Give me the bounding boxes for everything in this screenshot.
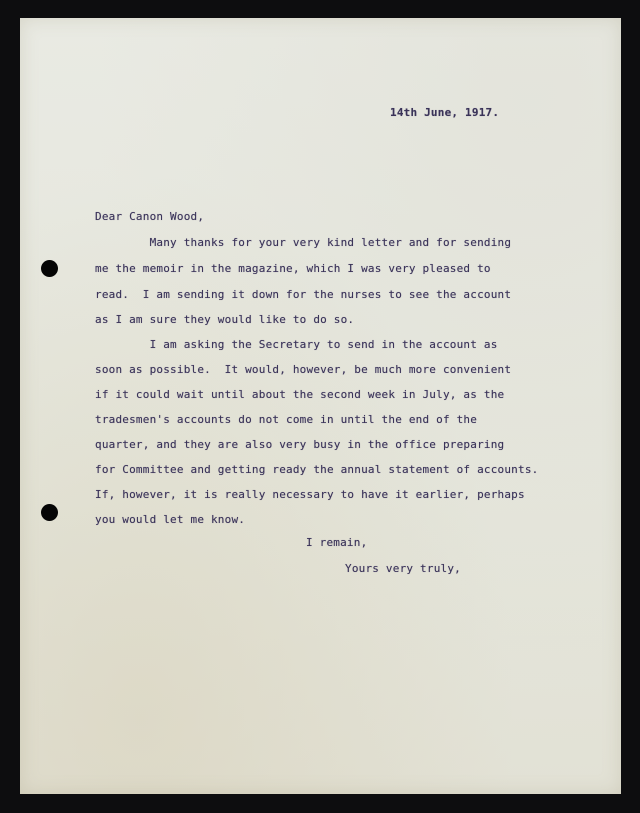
body-line: Many thanks for your very kind letter and for sending bbox=[95, 236, 512, 249]
punch-hole bbox=[41, 260, 58, 277]
salutation: Dear Canon Wood, bbox=[95, 210, 205, 223]
body-line: me the memoir in the magazine, which I was very pleased to bbox=[95, 262, 491, 275]
valediction: Yours very truly, bbox=[345, 562, 461, 575]
body-line: I am asking the Secretary to send in the account as bbox=[95, 338, 498, 351]
punch-hole bbox=[41, 504, 58, 521]
body-line: quarter, and they are also very busy in the office preparing bbox=[95, 438, 505, 451]
body-line: soon as possible. It would, however, be much more convenient bbox=[95, 363, 512, 376]
body-line: read. I am sending it down for the nurses to see the account bbox=[95, 288, 512, 301]
body-line: If, however, it is really necessary to have it earlier, perhaps bbox=[95, 488, 525, 501]
closing: I remain, bbox=[306, 536, 368, 549]
body-line: tradesmen's accounts do not come in until the end of the bbox=[95, 413, 478, 426]
body-line: you would let me know. bbox=[95, 513, 246, 526]
body-line: for Committee and getting ready the annual statement of accounts. bbox=[95, 463, 539, 476]
body-line: if it could wait until about the second week in July, as the bbox=[95, 388, 505, 401]
letter-page bbox=[20, 18, 621, 794]
letter-date: 14th June, 1917. bbox=[390, 106, 500, 119]
body-line: as I am sure they would like to do so. bbox=[95, 313, 355, 326]
